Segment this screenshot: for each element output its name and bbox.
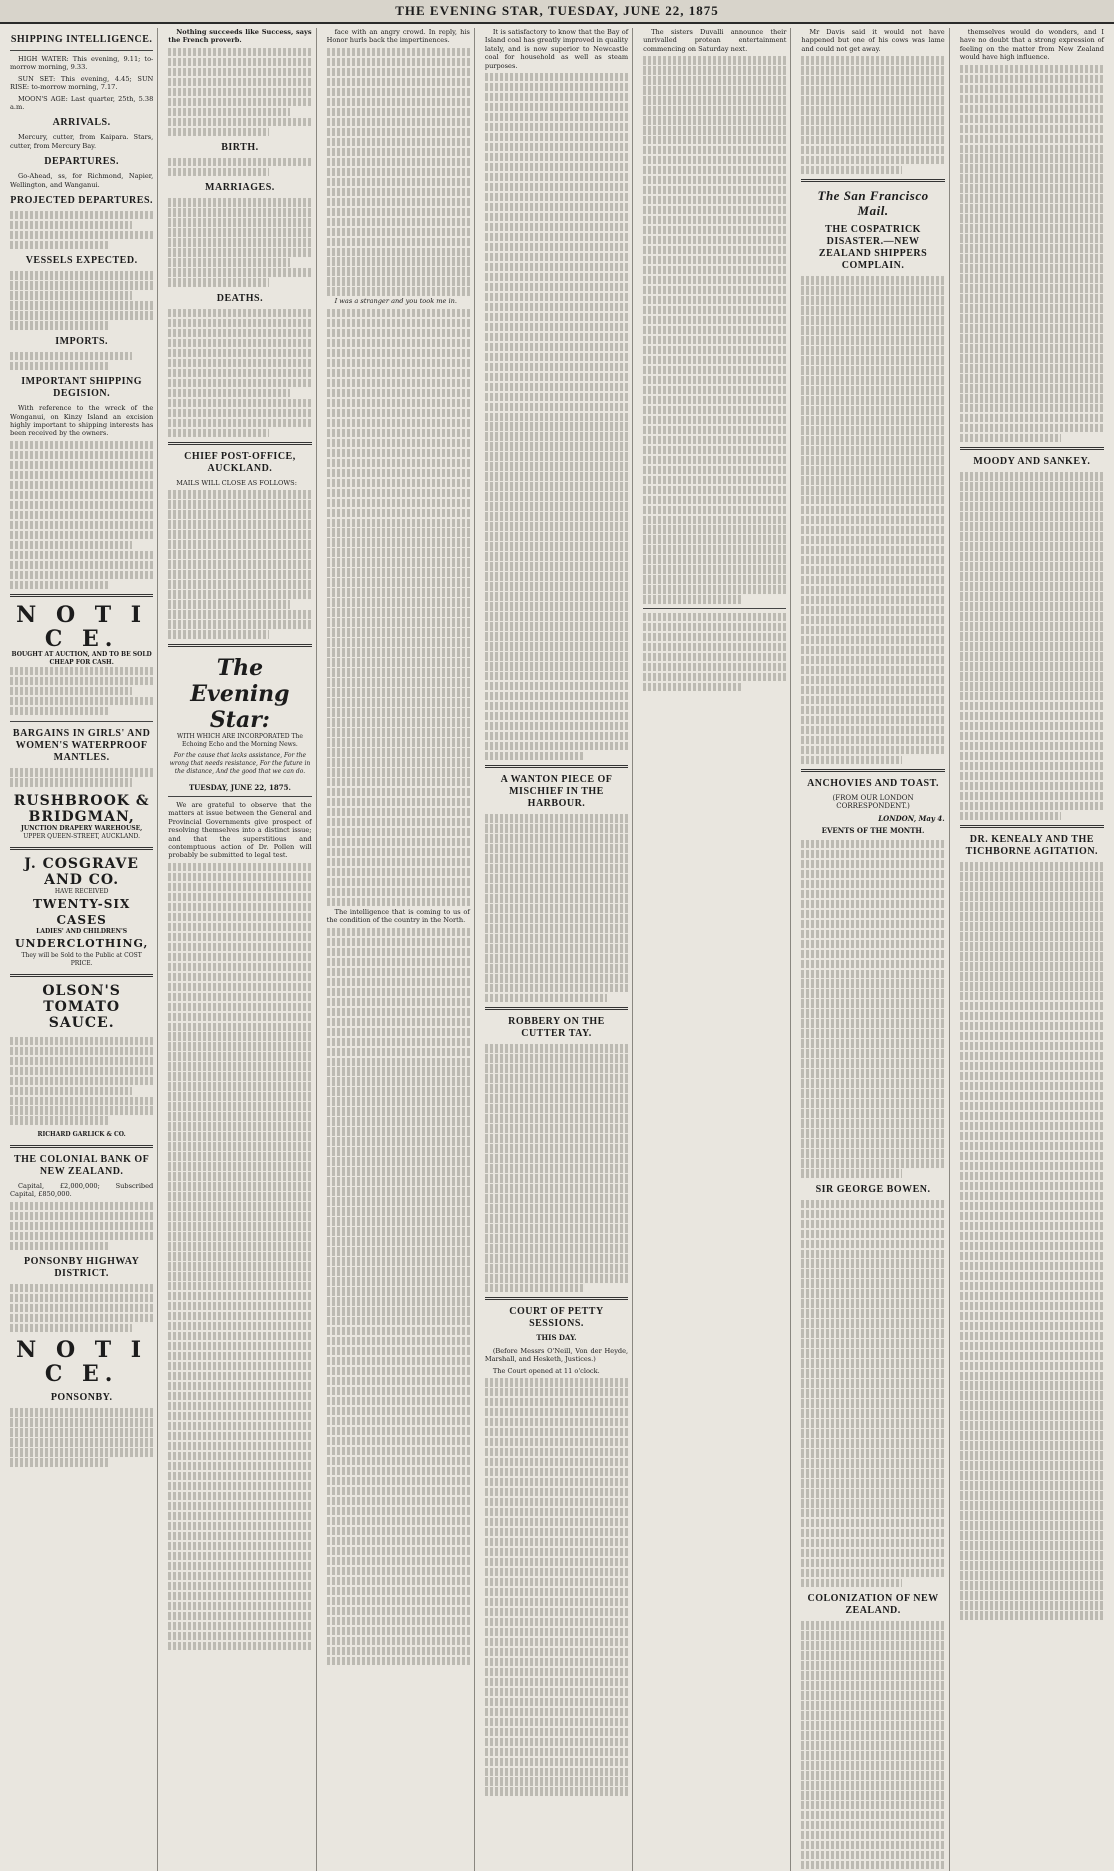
court-open: The Court opened at 11 o'clock. [492, 1366, 600, 1375]
have-received: HAVE RECEIVED [54, 887, 109, 895]
heading-projected: PROJECTED DEPARTURES. [10, 195, 154, 207]
issue-date: TUESDAY, JUNE 22, 1875. [188, 782, 291, 792]
col3-quote: I was a stranger and you took me in. [334, 297, 457, 306]
upper-queen: UPPER QUEEN-STREET, AUCKLAND. [23, 832, 141, 840]
notice2-heading: N O T I C E. [16, 1337, 148, 1388]
underclothing: UNDERCLOTHING, [14, 936, 149, 950]
anchovies-sub: (FROM OUR LONDON CORRESPONDENT.) [832, 794, 914, 811]
sold-at-cost: They will be Sold to the Public at COST PRICE. [21, 951, 142, 967]
column-3 [323, 28, 475, 1871]
tomato-sauce: TOMATO SAUCE. [43, 998, 121, 1031]
heading-post-office: CHIEF POST-OFFICE, AUCKLAND. [184, 450, 296, 474]
column-5 [639, 28, 791, 1871]
court-sub: THIS DAY. [536, 1333, 577, 1343]
cosgrave-ad [10, 856, 153, 968]
olsons-ad [10, 983, 153, 1031]
evening-star-title: The Evening Star: [190, 654, 290, 733]
olsons-name: OLSON'S [42, 982, 121, 999]
leader-lead: We are grateful to observe that the matters at issue between the General and Provincial Governments give prospect of resolving themselves into a distinct issue; and that the superstitious and contemptuous action of Dr. Pollen will probably be submitted to legal test. [168, 800, 312, 860]
nothing-succeeds: Nothing succeeds like Success, says the French proverb. [168, 28, 312, 45]
heading-shipping: SHIPPING INTELLIGENCE. [10, 34, 153, 45]
departures-text: Go-Ahead, ss, for Richmond, Napier, Wellington, and Wanganui. [10, 172, 154, 189]
col3-tail: The intelligence that is coming to us of the condition of the country in the North. [326, 907, 470, 925]
evening-star-masthead [168, 655, 311, 776]
garlick-name: RICHARD GARLICK & CO. [37, 1130, 126, 1138]
col5-lead: The sisters Duvalli announce their unrivalled protean entertainment commencing on Saturday next. [643, 28, 787, 53]
column-6 [797, 28, 949, 1871]
heading-ponsonby-district: PONSONBY HIGHWAY DISTRICT. [23, 1256, 140, 1279]
bank-capital: Capital, £2,000,000; Subscribed Capital, £850,000. [10, 1181, 154, 1199]
heading-imports: IMPORTS. [55, 335, 109, 347]
column-7 [956, 28, 1108, 1871]
col4-lead: It is satisfactory to know that the Bay of Island coal has greatly improved in quality lately, and is now superior to Newcastle coal for household as well as steam purposes. [484, 28, 629, 70]
heading-birth: BIRTH. [221, 142, 259, 154]
heading-vessels-expected: VESSELS EXPECTED. [25, 255, 138, 267]
heading-robbery: ROBBERY ON THE CUTTER TAY. [508, 1016, 605, 1040]
arrivals-text: Mercury, cutter, from Kaipara. Stars, cutter, from Mercury Bay. [10, 133, 154, 150]
notice2-ad [10, 1338, 153, 1386]
heading-bargains: BARGAINS IN GIRLS' AND WOMEN'S WATERPROOF MANTLES. [12, 728, 151, 764]
court-bench: (Before Messrs O'Neill, Von der Heyde, Marshall, and Hesketh, Justices.) [484, 1346, 629, 1364]
heading-departures: DEPARTURES. [44, 156, 119, 168]
notice-ad [10, 603, 153, 715]
anchovies-events: EVENTS OF THE MONTH. [821, 826, 925, 836]
columns [6, 28, 1108, 1617]
mails-close: MAILS WILL CLOSE AS FOLLOWS: [176, 478, 297, 487]
heading-petty-sessions: COURT OF PETTY SESSIONS. [509, 1306, 604, 1330]
cosgrave-name: J. COSGRAVE AND CO. [24, 855, 139, 888]
column-2 [164, 28, 316, 1871]
heading-cospatrick: THE COSPATRICK DISASTER.—NEW ZEALAND SHIPPERS COMPLAIN. [818, 224, 928, 272]
twenty-six-cases: TWENTY-SIX CASES [32, 896, 131, 927]
moon-age: MOON'S AGE: Last quarter, 25th, 5.38 a.m. [10, 94, 154, 112]
junction-name: JUNCTION DRAPERY WAREHOUSE, [21, 824, 143, 832]
masthead: THE EVENING STAR, TUESDAY, JUNE 22, 1875 [0, 0, 1114, 24]
evening-star-sub: WITH WHICH ARE INCORPORATED The Echoing Echo and the Morning News. [176, 732, 303, 748]
heading-anchovies: ANCHOVIES AND TOAST. [807, 778, 940, 790]
anchovies-date: LONDON, May 4. [878, 813, 945, 823]
important-lead: With reference to the wreck of the Wonganui, on Kinzy Island an excision highly important to shipping interests has been received by the owners. [10, 404, 154, 438]
heading-marriages: MARRIAGES. [205, 182, 275, 194]
rushbrook-ad [10, 793, 153, 841]
col6-lead: Mr Davis said it would not have happened but one of his cows was lame and could not get away. [801, 28, 945, 53]
sun-times: SUN SET: This evening, 4.45; SUN RISE: to-morrow morning, 7.17. [10, 74, 154, 92]
evening-star-motto: For the cause that lacks assistance, For the wrong that needs resistance, For the future in the distance, And the good that we can do. [169, 751, 311, 775]
heading-san-francisco-mail: The San Francisco Mail. [817, 188, 929, 219]
heading-important-decision: IMPORTANT SHIPPING DEGISION. [21, 376, 143, 400]
heading-arrivals: ARRIVALS. [52, 117, 111, 129]
heading-colonization: COLONIZATION OF NEW ZEALAND. [807, 1593, 939, 1617]
heading-colonial-bank: THE COLONIAL BANK OF NEW ZEALAND. [13, 1153, 150, 1177]
column-1 [6, 28, 158, 1871]
ladies-childrens: LADIES' AND CHILDREN'S [36, 927, 128, 935]
heading-kenealy: DR. KENEALY AND THE TICHBORNE AGITATION. [965, 834, 1099, 858]
heading-wanton-mischief: A WANTON PIECE OF MISCHIEF IN THE HARBOUR. [500, 774, 613, 810]
notice-sub: BOUGHT AT AUCTION, AND TO BE SOLD CHEAP FOR CASH. [11, 650, 152, 666]
heading-deaths: DEATHS. [216, 292, 264, 304]
col7-lead: themselves would do wonders, and I have no doubt that a strong expression of feeling on the matter from New Zealand would have high influence. [959, 28, 1104, 62]
col3-lead: face with an angry crowd. In reply, his Honor hurls back the impertinences. [326, 28, 470, 45]
heading-ponsonby: PONSONBY. [50, 1392, 113, 1404]
notice-heading: N O T I C E. [16, 601, 148, 652]
high-water: HIGH WATER: This evening, 9.11; to-morrow morning, 9.33. [10, 55, 154, 72]
garlick-signature [10, 1131, 153, 1139]
column-4 [481, 28, 633, 1871]
rushbrook-name: RUSHBROOK & BRIDGMAN, [13, 792, 150, 825]
heading-moody-sankey: MOODY AND SANKEY. [973, 456, 1091, 468]
heading-bowen: SIR GEORGE BOWEN. [815, 1183, 931, 1195]
